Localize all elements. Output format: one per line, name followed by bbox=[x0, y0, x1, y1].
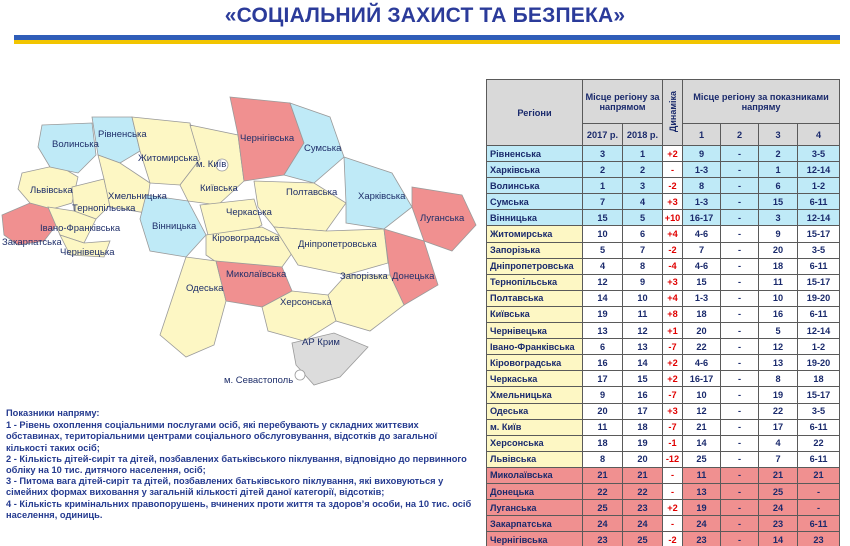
map-label-ivano-frankivska: Івано-Франківська bbox=[40, 223, 121, 234]
cell-i1: 1-3 bbox=[683, 290, 721, 306]
map-label-sevastopol: м. Севастополь bbox=[224, 375, 294, 386]
cell-dyn: +3 bbox=[663, 274, 683, 290]
cell-i2: - bbox=[721, 500, 759, 516]
header-indicator-4: 4 bbox=[798, 124, 840, 146]
map-label-lvivska: Львівська bbox=[30, 185, 73, 196]
cell-i4: 23 bbox=[798, 532, 840, 546]
legend-item: 2 - Кількість дітей-сиріт та дітей, позбавлених батьківського піклування, відповідно до первинного обліку на 10 тис. дитячого населення, осіб; bbox=[6, 453, 467, 476]
region-dnipropetrovska bbox=[274, 227, 388, 275]
cell-i4: - bbox=[798, 500, 840, 516]
cell-y2018: 19 bbox=[623, 435, 663, 451]
cell-i4: 18 bbox=[798, 371, 840, 387]
cell-i1: 25 bbox=[683, 451, 721, 467]
cell-name: Черкаська bbox=[487, 371, 583, 387]
cell-i1: 4-6 bbox=[683, 226, 721, 242]
cell-dyn: +2 bbox=[663, 146, 683, 162]
cell-y2017: 2 bbox=[583, 162, 623, 178]
cell-i4: 6-11 bbox=[798, 419, 840, 435]
cell-name: Івано-Франківська bbox=[487, 339, 583, 355]
cell-name: Тернопільська bbox=[487, 274, 583, 290]
cell-dyn: - bbox=[663, 483, 683, 499]
cell-i4: 19-20 bbox=[798, 355, 840, 371]
cell-name: Одеська bbox=[487, 403, 583, 419]
cell-i3: 1 bbox=[759, 162, 798, 178]
table-row bbox=[487, 467, 840, 483]
cell-i1: 12 bbox=[683, 403, 721, 419]
map-label-cherkaska: Черкаська bbox=[226, 207, 272, 218]
map-label-donetska: Донецька bbox=[392, 271, 435, 282]
map-label-crimea: АР Крим bbox=[302, 337, 340, 348]
cell-i4: 3-5 bbox=[798, 403, 840, 419]
cell-i3: 8 bbox=[759, 371, 798, 387]
cell-i1: 18 bbox=[683, 306, 721, 322]
header-indicator-1: 1 bbox=[683, 124, 721, 146]
cell-i1: 8 bbox=[683, 178, 721, 194]
cell-i4: 3-5 bbox=[798, 242, 840, 258]
cell-dyn: -4 bbox=[663, 258, 683, 274]
cell-y2018: 5 bbox=[623, 210, 663, 226]
cell-i3: 24 bbox=[759, 500, 798, 516]
cell-y2017: 14 bbox=[583, 290, 623, 306]
map-label-poltavska: Полтавська bbox=[286, 187, 338, 198]
cell-i3: 7 bbox=[759, 451, 798, 467]
cell-i3: 20 bbox=[759, 242, 798, 258]
cell-i2: - bbox=[721, 242, 759, 258]
cell-y2017: 24 bbox=[583, 516, 623, 532]
map-label-chernihivska: Чернігівська bbox=[240, 133, 295, 144]
cell-i2: - bbox=[721, 371, 759, 387]
cell-i3: 11 bbox=[759, 274, 798, 290]
region-zaporizka bbox=[328, 275, 404, 331]
cell-dyn: +2 bbox=[663, 371, 683, 387]
cell-y2018: 3 bbox=[623, 178, 663, 194]
cell-y2017: 18 bbox=[583, 435, 623, 451]
table-row bbox=[487, 403, 840, 419]
header-year-2017: 2017 р. bbox=[583, 124, 623, 146]
cell-i4: 6-11 bbox=[798, 258, 840, 274]
cell-y2018: 14 bbox=[623, 355, 663, 371]
cell-i2: - bbox=[721, 194, 759, 210]
cell-y2018: 13 bbox=[623, 339, 663, 355]
cell-i2: - bbox=[721, 403, 759, 419]
cell-i3: 13 bbox=[759, 355, 798, 371]
cell-i1: 13 bbox=[683, 483, 721, 499]
cell-dyn: - bbox=[663, 162, 683, 178]
cell-i4: 6-11 bbox=[798, 306, 840, 322]
table-row bbox=[487, 323, 840, 339]
cell-i1: 22 bbox=[683, 339, 721, 355]
table-row bbox=[487, 146, 840, 162]
cell-y2017: 23 bbox=[583, 532, 623, 546]
cell-name: Миколаївська bbox=[487, 467, 583, 483]
table-row bbox=[487, 194, 840, 210]
cell-name: Кіровоградська bbox=[487, 355, 583, 371]
table-body bbox=[487, 146, 840, 546]
legend-item: 1 - Рівень охоплення соціальними послугами осіб, які перебувають у складних життєвих обставинах, територіальними центрами соціального обслуговування, відсотків до загальної кількості таких осіб; bbox=[6, 420, 438, 453]
cell-i4: 15-17 bbox=[798, 387, 840, 403]
header-dynamics-label: Динаміка bbox=[667, 90, 678, 133]
cell-i3: 17 bbox=[759, 419, 798, 435]
cell-y2017: 5 bbox=[583, 242, 623, 258]
cell-dyn: +8 bbox=[663, 306, 683, 322]
cell-i4: 22 bbox=[798, 435, 840, 451]
cell-i1: 15 bbox=[683, 274, 721, 290]
cell-i4: 15-17 bbox=[798, 226, 840, 242]
cell-i3: 25 bbox=[759, 483, 798, 499]
cell-dyn: +3 bbox=[663, 194, 683, 210]
cell-i2: - bbox=[721, 323, 759, 339]
cell-i4: 1-2 bbox=[798, 339, 840, 355]
cell-i2: - bbox=[721, 226, 759, 242]
cell-i4: 15-17 bbox=[798, 274, 840, 290]
table-row bbox=[487, 210, 840, 226]
map-label-kyiv-city: м. Київ bbox=[196, 159, 227, 170]
map-label-vinnytska: Вінницька bbox=[152, 221, 197, 232]
cell-i4: 12-14 bbox=[798, 323, 840, 339]
cell-dyn: -1 bbox=[663, 435, 683, 451]
cell-y2018: 1 bbox=[623, 146, 663, 162]
table-row bbox=[487, 355, 840, 371]
table-row bbox=[487, 451, 840, 467]
cell-i2: - bbox=[721, 451, 759, 467]
cell-i4: 21 bbox=[798, 467, 840, 483]
cell-i2: - bbox=[721, 483, 759, 499]
page-title: «СОЦІАЛЬНИЙ ЗАХИСТ ТА БЕЗПЕКА» bbox=[224, 4, 626, 27]
cell-y2018: 21 bbox=[623, 467, 663, 483]
cell-i2: - bbox=[721, 146, 759, 162]
cell-name: Львівська bbox=[487, 451, 583, 467]
cell-i1: 20 bbox=[683, 323, 721, 339]
cell-name: Житомирська bbox=[487, 226, 583, 242]
flag-stripe-yellow bbox=[14, 40, 840, 44]
cell-y2017: 9 bbox=[583, 387, 623, 403]
cell-y2018: 9 bbox=[623, 274, 663, 290]
table-row bbox=[487, 371, 840, 387]
cell-name: Закарпатська bbox=[487, 516, 583, 532]
cell-y2017: 1 bbox=[583, 178, 623, 194]
cell-i1: 16-17 bbox=[683, 210, 721, 226]
cell-name: Хмельницька bbox=[487, 387, 583, 403]
cell-y2017: 4 bbox=[583, 258, 623, 274]
cell-i4: 6-11 bbox=[798, 194, 840, 210]
cell-name: Донецька bbox=[487, 483, 583, 499]
sevastopol-marker bbox=[295, 370, 305, 380]
legend-heading: Показники напряму: bbox=[6, 408, 100, 418]
cell-dyn: +1 bbox=[663, 323, 683, 339]
cell-name: Чернівецька bbox=[487, 323, 583, 339]
map-label-odeska: Одеська bbox=[186, 283, 224, 294]
map-label-zhytomyrska: Житомирська bbox=[138, 153, 199, 164]
cell-i3: 3 bbox=[759, 210, 798, 226]
legend-item: 3 - Питома вага дітей-сиріт та дітей, позбавлених батьківського піклування, які виховуються у сімейних формах виховання у загальній кількості дітей даної категорії, відсотків; bbox=[6, 476, 444, 498]
table-row bbox=[487, 419, 840, 435]
cell-y2018: 8 bbox=[623, 258, 663, 274]
rating-table bbox=[486, 79, 840, 546]
cell-dyn: +3 bbox=[663, 403, 683, 419]
cell-i4: - bbox=[798, 483, 840, 499]
cell-i4: 6-11 bbox=[798, 451, 840, 467]
cell-i2: - bbox=[721, 162, 759, 178]
legend-item: 4 - Кількість кримінальних правопорушень, вчинених проти життя та здоров’я особи, на 10 тис. осіб населення, одиниць. bbox=[6, 498, 472, 520]
cell-dyn: +4 bbox=[663, 290, 683, 306]
cell-name: Дніпропетровська bbox=[487, 258, 583, 274]
cell-i3: 10 bbox=[759, 290, 798, 306]
cell-name: м. Київ bbox=[487, 419, 583, 435]
table-row bbox=[487, 162, 840, 178]
cell-dyn: +2 bbox=[663, 500, 683, 516]
cell-y2017: 6 bbox=[583, 339, 623, 355]
cell-i3: 19 bbox=[759, 387, 798, 403]
map-label-kharkivska: Харківська bbox=[358, 191, 406, 202]
map-label-ternopilska: Тернопільська bbox=[72, 203, 136, 214]
cell-y2017: 19 bbox=[583, 306, 623, 322]
cell-y2018: 10 bbox=[623, 290, 663, 306]
cell-i4: 1-2 bbox=[798, 178, 840, 194]
cell-dyn: +2 bbox=[663, 355, 683, 371]
cell-dyn: -2 bbox=[663, 532, 683, 546]
cell-i3: 15 bbox=[759, 194, 798, 210]
cell-i3: 23 bbox=[759, 516, 798, 532]
cell-i1: 16-17 bbox=[683, 371, 721, 387]
table-row bbox=[487, 226, 840, 242]
cell-dyn: -12 bbox=[663, 451, 683, 467]
header-year-2018: 2018 р. bbox=[623, 124, 663, 146]
map-label-volynska: Волинська bbox=[52, 139, 99, 150]
map-label-chernivetska: Чернівецька bbox=[60, 247, 115, 258]
cell-name: Полтавська bbox=[487, 290, 583, 306]
cell-y2017: 12 bbox=[583, 274, 623, 290]
cell-name: Вінницька bbox=[487, 210, 583, 226]
cell-y2017: 16 bbox=[583, 355, 623, 371]
map-label-kirovohradska: Кіровоградська bbox=[212, 233, 280, 244]
cell-i4: 6-11 bbox=[798, 516, 840, 532]
cell-y2018: 24 bbox=[623, 516, 663, 532]
table-row bbox=[487, 435, 840, 451]
cell-name: Волинська bbox=[487, 178, 583, 194]
cell-dyn: -2 bbox=[663, 242, 683, 258]
cell-y2017: 17 bbox=[583, 371, 623, 387]
cell-i2: - bbox=[721, 387, 759, 403]
cell-y2017: 3 bbox=[583, 146, 623, 162]
cell-i4: 12-14 bbox=[798, 162, 840, 178]
cell-y2017: 15 bbox=[583, 210, 623, 226]
header-place-direction: Місце регіону за напрямом bbox=[583, 80, 663, 124]
cell-i2: - bbox=[721, 258, 759, 274]
indicators-legend bbox=[6, 408, 476, 521]
cell-i3: 22 bbox=[759, 403, 798, 419]
map-label-zakarpatska: Закарпатська bbox=[2, 237, 62, 248]
cell-i2: - bbox=[721, 516, 759, 532]
cell-i1: 9 bbox=[683, 146, 721, 162]
cell-i2: - bbox=[721, 419, 759, 435]
cell-i3: 18 bbox=[759, 258, 798, 274]
cell-i1: 1-3 bbox=[683, 162, 721, 178]
map-label-khersonska: Херсонська bbox=[280, 297, 332, 308]
rating-table-container bbox=[486, 79, 839, 544]
cell-y2017: 22 bbox=[583, 483, 623, 499]
cell-i2: - bbox=[721, 355, 759, 371]
table-row bbox=[487, 274, 840, 290]
cell-i1: 11 bbox=[683, 467, 721, 483]
cell-name: Харківська bbox=[487, 162, 583, 178]
map-label-khmelnytska: Хмельницька bbox=[108, 191, 167, 202]
cell-i2: - bbox=[721, 306, 759, 322]
cell-y2018: 25 bbox=[623, 532, 663, 546]
table-row bbox=[487, 387, 840, 403]
cell-y2018: 16 bbox=[623, 387, 663, 403]
cell-y2018: 23 bbox=[623, 500, 663, 516]
cell-name: Рівненська bbox=[487, 146, 583, 162]
cell-i1: 24 bbox=[683, 516, 721, 532]
cell-i3: 4 bbox=[759, 435, 798, 451]
cell-dyn: -2 bbox=[663, 178, 683, 194]
cell-i1: 4-6 bbox=[683, 258, 721, 274]
map-label-mykolaivska: Миколаївська bbox=[226, 269, 287, 280]
cell-y2017: 7 bbox=[583, 194, 623, 210]
cell-y2018: 7 bbox=[623, 242, 663, 258]
cell-y2018: 12 bbox=[623, 323, 663, 339]
table-row bbox=[487, 500, 840, 516]
cell-i3: 16 bbox=[759, 306, 798, 322]
cell-i2: - bbox=[721, 467, 759, 483]
map-label-sumska: Сумська bbox=[304, 143, 342, 154]
map-label-zaporizka: Запорізька bbox=[340, 271, 388, 282]
cell-i3: 6 bbox=[759, 178, 798, 194]
table-row bbox=[487, 178, 840, 194]
cell-i3: 2 bbox=[759, 146, 798, 162]
cell-dyn: -7 bbox=[663, 419, 683, 435]
cell-y2017: 11 bbox=[583, 419, 623, 435]
map-label-dnipropetrovska: Дніпропетровська bbox=[298, 239, 377, 250]
cell-i3: 5 bbox=[759, 323, 798, 339]
header-place-indicators: Місце регіону за показниками напряму bbox=[683, 80, 840, 124]
cell-i1: 4-6 bbox=[683, 355, 721, 371]
cell-dyn: +4 bbox=[663, 226, 683, 242]
header-indicator-3: 3 bbox=[759, 124, 798, 146]
cell-y2018: 4 bbox=[623, 194, 663, 210]
cell-name: Київська bbox=[487, 306, 583, 322]
cell-y2017: 10 bbox=[583, 226, 623, 242]
cell-i2: - bbox=[721, 178, 759, 194]
table-row bbox=[487, 483, 840, 499]
cell-dyn: - bbox=[663, 516, 683, 532]
ukraine-map bbox=[0, 95, 485, 395]
cell-i3: 14 bbox=[759, 532, 798, 546]
cell-dyn: -7 bbox=[663, 387, 683, 403]
region-odeska bbox=[160, 257, 226, 357]
map-label-luhanska: Луганська bbox=[420, 213, 465, 224]
cell-y2018: 18 bbox=[623, 419, 663, 435]
map-label-rivnenska: Рівненська bbox=[98, 129, 147, 140]
table-row bbox=[487, 532, 840, 546]
ukraine-map-svg bbox=[0, 95, 485, 395]
cell-i1: 10 bbox=[683, 387, 721, 403]
cell-i2: - bbox=[721, 274, 759, 290]
cell-name: Херсонська bbox=[487, 435, 583, 451]
cell-y2018: 22 bbox=[623, 483, 663, 499]
cell-i1: 23 bbox=[683, 532, 721, 546]
table-row bbox=[487, 339, 840, 355]
cell-i1: 19 bbox=[683, 500, 721, 516]
cell-i2: - bbox=[721, 532, 759, 546]
cell-i1: 21 bbox=[683, 419, 721, 435]
cell-i2: - bbox=[721, 210, 759, 226]
header-dynamics bbox=[663, 80, 683, 146]
cell-i1: 14 bbox=[683, 435, 721, 451]
cell-y2017: 21 bbox=[583, 467, 623, 483]
cell-y2018: 17 bbox=[623, 403, 663, 419]
cell-i4: 12-14 bbox=[798, 210, 840, 226]
cell-name: Чернігівська bbox=[487, 532, 583, 546]
cell-y2017: 20 bbox=[583, 403, 623, 419]
cell-i4: 3-5 bbox=[798, 146, 840, 162]
cell-i2: - bbox=[721, 339, 759, 355]
cell-name: Запорізька bbox=[487, 242, 583, 258]
header-indicator-2: 2 bbox=[721, 124, 759, 146]
cell-y2017: 13 bbox=[583, 323, 623, 339]
cell-y2017: 25 bbox=[583, 500, 623, 516]
cell-i2: - bbox=[721, 290, 759, 306]
table-row bbox=[487, 516, 840, 532]
cell-dyn: - bbox=[663, 467, 683, 483]
cell-y2018: 2 bbox=[623, 162, 663, 178]
table-row bbox=[487, 258, 840, 274]
cell-i4: 19-20 bbox=[798, 290, 840, 306]
cell-dyn: +10 bbox=[663, 210, 683, 226]
cell-name: Луганська bbox=[487, 500, 583, 516]
cell-y2017: 8 bbox=[583, 451, 623, 467]
cell-i3: 21 bbox=[759, 467, 798, 483]
cell-y2018: 15 bbox=[623, 371, 663, 387]
cell-i1: 1-3 bbox=[683, 194, 721, 210]
table-row bbox=[487, 306, 840, 322]
table-row bbox=[487, 242, 840, 258]
cell-i2: - bbox=[721, 435, 759, 451]
cell-i1: 7 bbox=[683, 242, 721, 258]
cell-i3: 9 bbox=[759, 226, 798, 242]
cell-i3: 12 bbox=[759, 339, 798, 355]
cell-y2018: 20 bbox=[623, 451, 663, 467]
header-regions: Регіони bbox=[487, 80, 583, 146]
cell-y2018: 6 bbox=[623, 226, 663, 242]
cell-name: Сумська bbox=[487, 194, 583, 210]
map-label-kyivska: Київська bbox=[200, 183, 238, 194]
cell-y2018: 11 bbox=[623, 306, 663, 322]
cell-dyn: -7 bbox=[663, 339, 683, 355]
table-row bbox=[487, 290, 840, 306]
